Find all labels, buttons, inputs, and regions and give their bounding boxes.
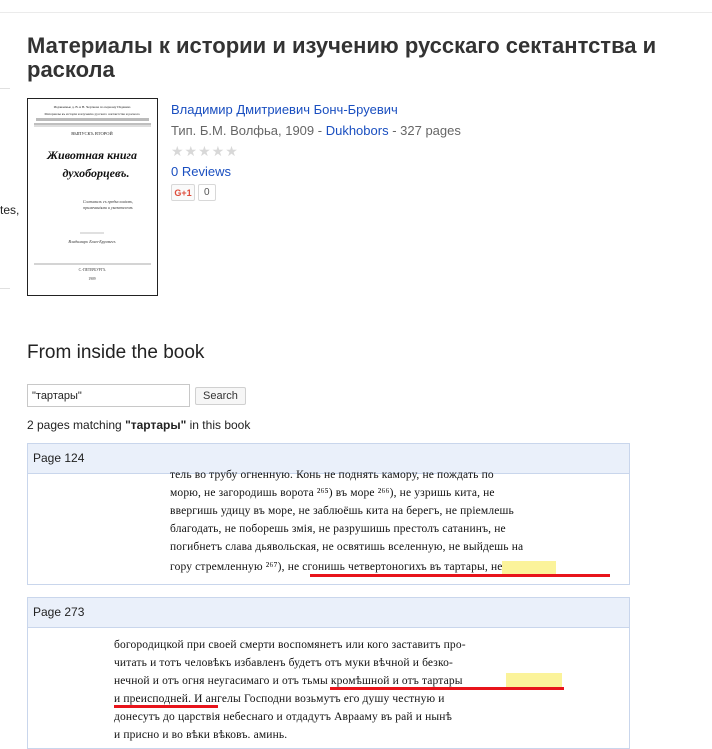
- left-edge-divider: [0, 288, 10, 289]
- book-title: Материалы к истории и изучению русскаго сектантства и раскола: [27, 33, 657, 82]
- publication-info: [171, 120, 691, 142]
- gplus-count: 0: [198, 184, 216, 201]
- snippet-match-text: и отъ тьмы кромѣшной и отъ: [272, 675, 419, 687]
- gplus-button[interactable]: G+1: [171, 184, 195, 201]
- result-snippet[interactable]: [28, 469, 629, 584]
- subject-link[interactable]: Dukhobors: [325, 123, 389, 138]
- snippet-line: морю, не загородишь ворота ²⁶⁵) въ море ²⁶⁶), не узришь кита, не: [170, 487, 495, 499]
- match-count: [27, 418, 250, 432]
- separator: -: [314, 123, 326, 138]
- snippet-text: И ангелы Господни возьмутъ его душу честную и: [194, 693, 445, 705]
- left-edge-text-fragment: tes,: [0, 203, 20, 217]
- cover-city: С.-ПЕТЕРБУРГЪ: [78, 268, 106, 272]
- cover-compiler: Владимиръ Бонч-Бруевичъ: [68, 239, 116, 244]
- separator: -: [388, 123, 401, 138]
- snippet-line: [114, 672, 463, 690]
- snippet-match-term: тартары: [444, 561, 485, 573]
- publisher-year: Тип. Б.М. Волфьа, 1909: [171, 123, 315, 138]
- snippet-line: [114, 690, 445, 708]
- snippet-text: , не: [484, 561, 503, 573]
- page-count: 327 pages: [400, 123, 461, 138]
- snippet-line: донесутъ до царствія небеснаго и отдадутъ Аврааму въ рай и нынѣ: [114, 711, 452, 723]
- snippet-line: и присно и во вѣки вѣковъ. аминь.: [114, 729, 288, 741]
- result-snippet[interactable]: [28, 628, 629, 748]
- cover-volume: ВЫПУСКЪ ВТОРОЙ: [71, 131, 113, 136]
- match-count-term: "тартары": [125, 418, 187, 432]
- cover-note1: Составилъ съ предисловіемъ,: [82, 199, 134, 204]
- cover-year: 1909: [88, 277, 96, 281]
- search-button[interactable]: Search: [195, 387, 246, 405]
- snippet-text: гору стремленную ²⁶⁷),: [170, 561, 285, 573]
- result-page-label[interactable]: Page 273: [28, 598, 629, 628]
- match-count-suffix: in this book: [186, 418, 251, 432]
- snippet-text: нечной и отъ огня неугасимаго: [114, 675, 270, 687]
- cover-title-line2: духоборцевъ.: [62, 166, 130, 180]
- snippet-line: тель во трубу огненную. Конь не поднять камору, не пождать по: [170, 469, 494, 481]
- cover-drawing: [28, 99, 157, 295]
- term-highlight: [506, 673, 562, 687]
- left-edge-divider: [0, 88, 10, 89]
- term-highlight: [502, 561, 556, 575]
- top-divider: [0, 12, 712, 13]
- cover-title-line1: Животная книга: [47, 148, 137, 162]
- reviews-link[interactable]: 0 Reviews: [171, 164, 231, 179]
- snippet-line: благодать, не поборешь змія, не разрушишь престолъ сатанинъ, не: [170, 523, 506, 535]
- snippet-line: богородицкой при своей смерти воспомянетъ или кого заставитъ про-: [114, 639, 466, 651]
- cover-header-line1: Издаваемые д. В. и Н. Черткова по первому Изданию: [53, 105, 131, 109]
- snippet-line: погибнетъ слава дьявольская, не освятишь вселенную, не выйдешь на: [170, 541, 524, 553]
- result-page-label[interactable]: Page 124: [28, 444, 629, 474]
- book-cover-image[interactable]: [27, 98, 158, 296]
- rating-stars-icon[interactable]: ★★★★★: [171, 143, 239, 159]
- search-result-page-273[interactable]: [27, 597, 630, 749]
- cover-header-line2: Материалы къ исторіи и изученію русскаго сектантства и раскола: [44, 112, 140, 116]
- cover-header-band: [36, 118, 149, 121]
- snippet-line: читать и тотъ человѣкъ избавленъ будетъ отъ муки вѣчной и безко-: [114, 657, 454, 669]
- snippet-line: [170, 558, 503, 576]
- snippet-match-text: не сгонишь четвертоногихъ въ: [287, 561, 442, 573]
- search-in-book-input[interactable]: [27, 384, 190, 407]
- gplus-widget: [171, 184, 691, 201]
- author-link[interactable]: Владимир Дмитриевич Бонч-Бруевич: [171, 102, 398, 117]
- snippet-match-term: тартары: [421, 675, 463, 687]
- book-meta: [171, 100, 691, 201]
- cover-note2: примечаніями и указателемъ: [83, 205, 133, 210]
- match-count-text: 2 pages matching: [27, 418, 126, 432]
- search-result-page-124[interactable]: [27, 443, 630, 585]
- snippet-line: ввергишь удицу въ море, не заблюёшь кита на берегъ, не пріемлешь: [170, 505, 514, 517]
- inside-book-heading: From inside the book: [27, 342, 205, 363]
- snippet-match-text: и преисподней.: [114, 693, 192, 705]
